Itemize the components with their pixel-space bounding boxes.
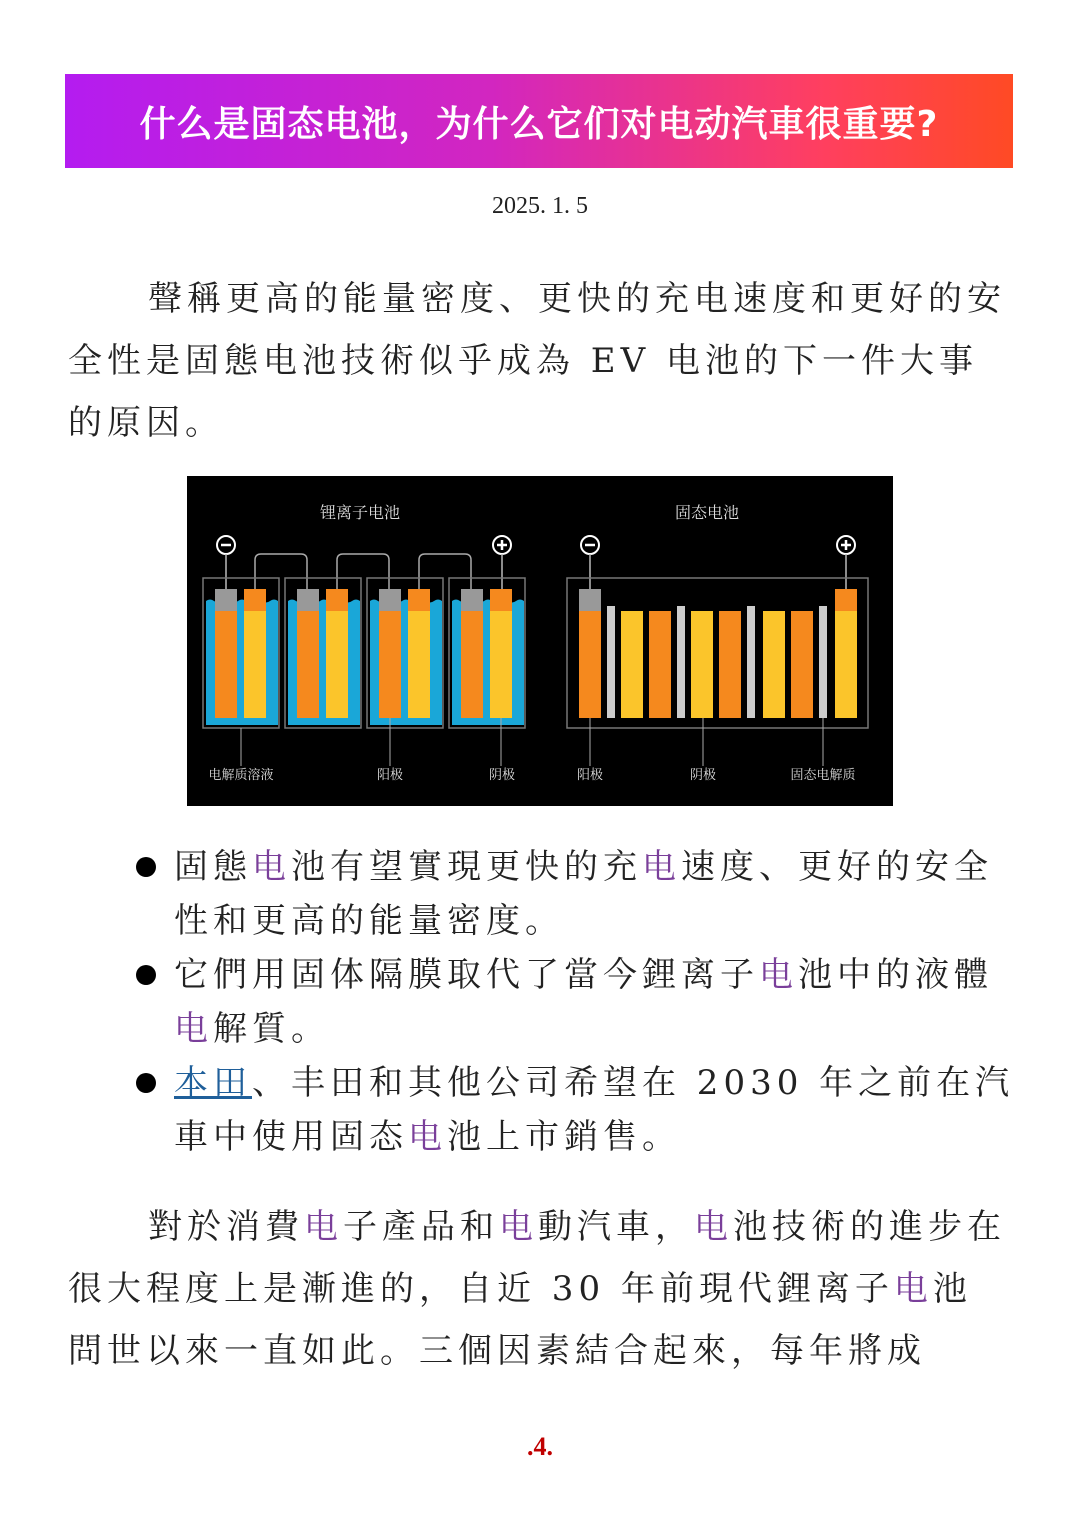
minus-icon — [217, 536, 235, 554]
bullet-item: 它們用固体隔膜取代了當今鋰离子电池中的液體电解質。 — [130, 948, 1020, 1056]
bullet-item: 本田、丰田和其他公司希望在 2030 年之前在汽車中使用固态电池上市銷售。 — [130, 1056, 1020, 1164]
solid-state-cell — [567, 578, 868, 728]
bullet-dot-icon — [136, 857, 156, 877]
body-paragraph: 對於消費电子產品和电動汽車，电池技術的進步在很大程度上是漸進的，自近 30 年前現代鋰离子电池問世以來一直如此。三個因素結合起來，每年將成 — [68, 1207, 1006, 1371]
plus-icon — [837, 536, 855, 554]
bullet-dot-icon — [136, 965, 156, 985]
minus-icon — [581, 536, 599, 554]
article-title: 什么是固态电池，为什么它们对电动汽車很重要? — [139, 103, 939, 145]
lithium-ion-title: 锂离子电池 — [319, 503, 401, 522]
key-points-list — [130, 840, 1020, 1164]
li-ion-cell-4 — [449, 578, 525, 728]
title-banner — [65, 74, 1013, 168]
label-solid-electrolyte: 固态电解质 — [790, 768, 856, 783]
label-electrolyte-solution: 电解质溶液 — [208, 768, 274, 783]
honda-link[interactable]: 本田 — [174, 1063, 252, 1103]
label-right-anode: 阳极 — [576, 768, 604, 783]
li-ion-cell-3 — [367, 578, 443, 728]
solid-state-title: 固态电池 — [674, 503, 740, 522]
li-ion-cell-1 — [203, 578, 279, 728]
bullet-item: 固態电池有望實現更快的充电速度、更好的安全性和更高的能量密度。 — [130, 840, 1020, 948]
intro-paragraph: 聲稱更高的能量密度、更快的充电速度和更好的安全性是固態电池技術似乎成為 EV 电池的下一件大事的原因。 — [68, 279, 1006, 443]
battery-diagram — [187, 476, 893, 806]
label-left-anode: 阳极 — [376, 768, 404, 783]
li-ion-cell-2 — [285, 578, 361, 728]
page-number: .4. — [527, 1432, 553, 1461]
label-right-cathode: 阴极 — [689, 768, 717, 783]
label-left-cathode: 阴极 — [488, 768, 516, 783]
publish-date: 2025. 1. 5 — [492, 193, 588, 219]
bullet-dot-icon — [136, 1073, 156, 1093]
plus-icon — [493, 536, 511, 554]
battery-comparison-figure — [187, 476, 893, 806]
